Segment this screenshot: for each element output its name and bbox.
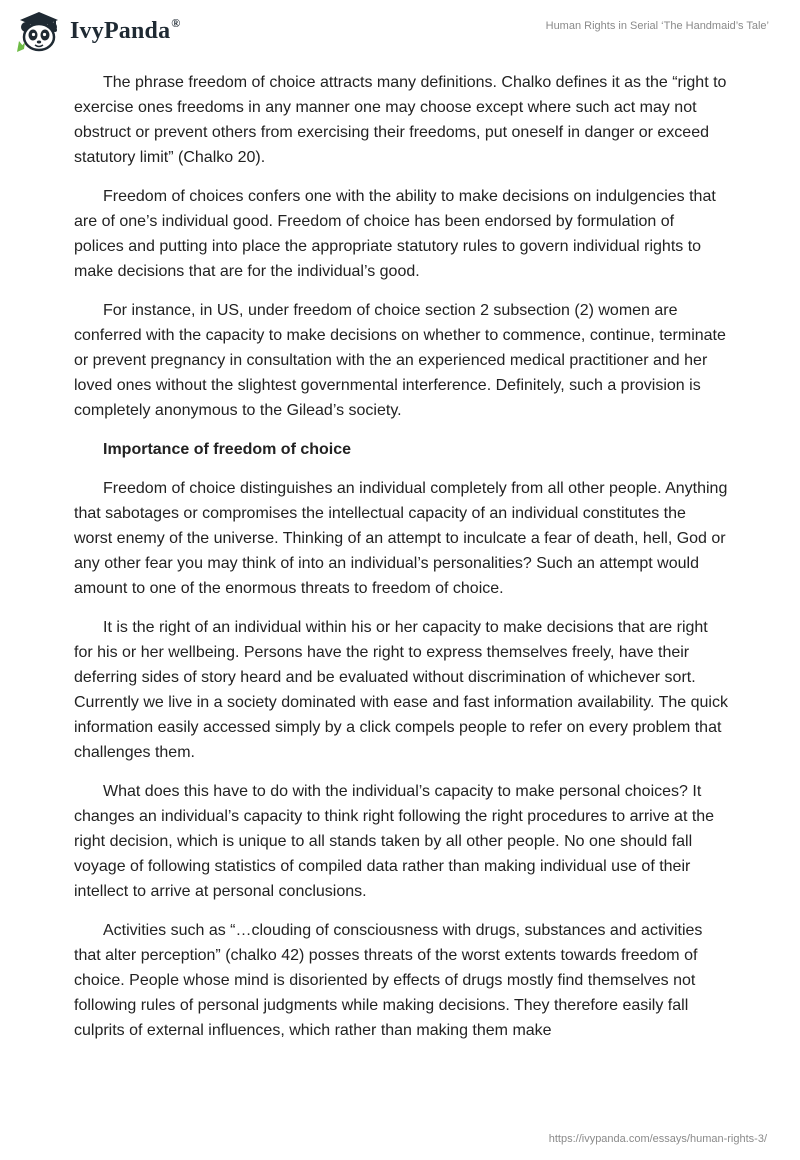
paragraph: The phrase freedom of choice attracts many definitions. Chalko defines it as the “right to exercise ones freedoms in any manner one may choose except where such act may not obstruct or prevent others from exercising their freedoms, put oneself in danger or exceed statutory limit” (Chalko 20). — [74, 74, 727, 166]
paragraph: Activities such as “…clouding of consciousness with drugs, substances and activities that alter perception” (chalko 42) posses threats of the worst extents towards freedom of choice. People whose mind is disoriented by effects of drugs mostly find themselves not following rules of personal judgments while making decisions. They therefore easily fall culprits of external influences, which rather than making them make — [74, 922, 703, 1039]
footer-url[interactable]: https://ivypanda.com/essays/human-rights-3/ — [548, 1133, 767, 1145]
section-heading: Importance of freedom of choice — [103, 441, 352, 458]
registered-mark: ® — [171, 15, 181, 30]
paragraph: Freedom of choice distinguishes an individual completely from all other people. Anything that sabotages or compromises the intellectual capacity of an individual constitutes the worst enemy of the universe. Thinking of an attempt to inculcate a fear of death, hell, God or any other fear you may think of into an individual’s personalities? Such an attempt would amount to one of the enormous threats to freedom of choice. — [74, 480, 728, 597]
essay-content — [74, 70, 728, 1057]
document-title: Human Rights in Serial ‘The Handmaid’s Tale’ — [545, 20, 769, 32]
paragraph: Freedom of choices confers one with the ability to make decisions on indulgencies that are of one’s individual good. Freedom of choice has been endorsed by formulation of polices and putting into place the appropriate statutory rules to govern individual rights to make decisions that are for the individual’s good. — [74, 188, 716, 280]
paragraph: It is the right of an individual within his or her capacity to make decisions that are right for his or her wellbeing. Persons have the right to express themselves freely, have their deferring sides of story heard and be evaluated without discrimination of whichever sort. Currently we live in a society dominated with ease and fast information availability. The quick information easily accessed simply by a click compels people to refer on every problem that challenges them. — [74, 619, 728, 761]
ivypanda-logo[interactable] — [14, 8, 180, 54]
paragraph: What does this have to do with the individual’s capacity to make personal choices? It changes an individual’s capacity to think right following the right procedures to arrive at the right decision, which is unique to all stands taken by all other people. No one should fall voyage of following statistics of compiled data rather than making individual use of their intellect to arrive at personal conclusions. — [74, 783, 715, 900]
paragraph: For instance, in US, under freedom of choice section 2 subsection (2) women are conferred with the capacity to make decisions on whether to commence, continue, terminate or prevent pregnancy in consultation with the an experienced medical practitioner and her loved ones without the slightest governmental interference. Definitely, such a provision is completely anonymous to the Gilead’s society. — [74, 302, 726, 419]
panda-graduate-logo-icon — [14, 8, 64, 54]
brand-name: IvyPanda® — [70, 15, 181, 44]
